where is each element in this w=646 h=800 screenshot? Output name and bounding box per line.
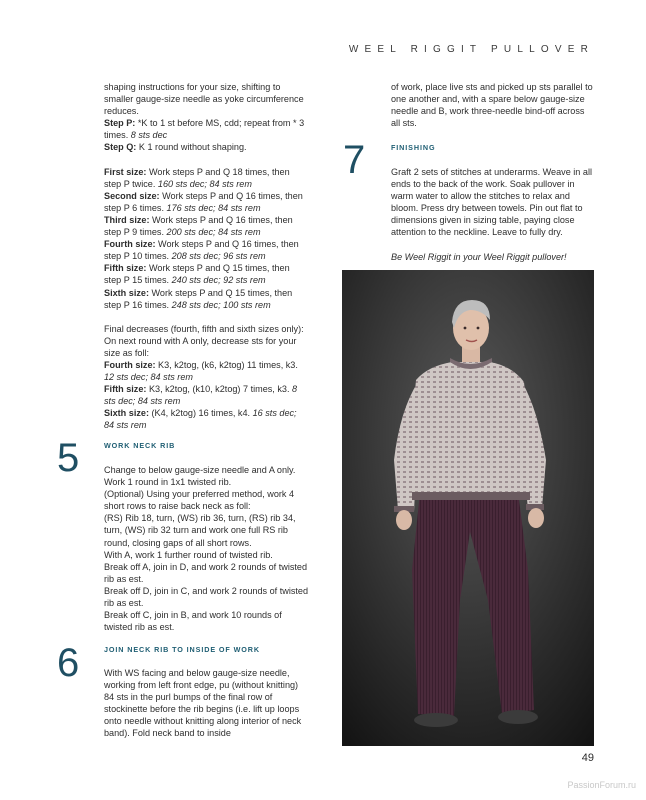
size-text: (K4, k2tog) 16 times, k4.	[148, 408, 253, 419]
size-counts: 160 sts dec; 84 sts rem	[157, 178, 252, 189]
left-column	[104, 81, 309, 432]
running-head: WEEL RIGGIT PULLOVER	[348, 44, 594, 55]
size-text: K3, k2tog, (k10, k2tog) 7 times, k3.	[146, 384, 293, 395]
size-instruction	[104, 190, 309, 214]
step-5-line: (RS) Rib 18, turn, (WS) rib 36, turn, (RS) rib 34, turn, (WS) rib 32 turn and work one full RS rib round, closing gaps of all short rows.	[104, 513, 296, 548]
step-5-heading: WORK NECK RIB	[104, 441, 176, 450]
step-p	[104, 117, 309, 141]
step-5-line: With A, work 1 further round of twisted rib.	[104, 549, 273, 560]
step-6-continuation: of work, place live sts and picked up sts parallel to one another and, with a spare below gauge-size needle and B, work three-needle bind-off across all sts.	[391, 82, 593, 129]
size-text: Work steps P and Q 15 times, then step P 16 times.	[104, 287, 293, 310]
sign-off-text: Be Weel Riggit in your Weel Riggit pullover!	[391, 251, 567, 262]
step-7-heading: FINISHING	[391, 143, 436, 152]
size-text: K3, k2tog, (k6, k2tog) 11 times, k3.	[155, 359, 298, 370]
size-text: Work steps P and Q 16 times, then step P 6 times.	[104, 190, 303, 213]
size-counts: 16 sts dec; 84 sts rem	[104, 408, 297, 431]
step-5-line: Change to below gauge-size needle and A only.	[104, 465, 296, 475]
size-counts: 12 sts dec; 84 sts rem	[104, 372, 193, 383]
final-size-instruction	[104, 383, 309, 407]
size-counts: 176 sts dec; 84 sts rem	[166, 202, 261, 213]
step-5-line: (Optional) Using your preferred method, work 4 short rows to raise back neck as foll:	[104, 489, 295, 512]
size-counts: 248 sts dec; 100 sts rem	[171, 299, 271, 310]
model-photo-illustration	[342, 270, 594, 746]
shaping-intro: shaping instructions for your size, shifting to smaller gauge-size needle as yoke circumference reduces.	[104, 82, 304, 117]
final-size-instruction	[104, 359, 309, 383]
size-text: Work steps P and Q 16 times, then step P 10 times.	[104, 239, 299, 262]
step-5-line: Break off D, join in C, and work 2 rounds of twisted rib as est.	[104, 585, 309, 609]
step-5-number: 5	[57, 436, 80, 480]
size-label: Third size:	[104, 214, 150, 225]
size-instruction	[104, 238, 309, 262]
page-number: 49	[581, 752, 594, 764]
step-q-text: K 1 round without shaping.	[136, 142, 247, 153]
size-counts: 240 sts dec; 92 sts rem	[171, 275, 266, 286]
size-instruction	[104, 287, 309, 311]
step-p-count: 8 sts dec	[130, 130, 168, 141]
step-5-body	[104, 464, 309, 633]
model-photo	[342, 270, 594, 746]
size-label: First size:	[104, 166, 147, 177]
size-text: Work steps P and Q 18 times, then step P twice.	[104, 166, 290, 189]
step-7-text: Graft 2 sets of stitches at underarms. Weave in all ends to the back of the work. Soak pullover in warm water to allow the stitches to relax and bloom. Press dry between towels. Pin out flat to dimensions given in sizing table, paying close attention to the neckline. Leave to fully dry.	[391, 167, 592, 238]
step-p-text: *K to 1 st before MS, cdd; repeat from * 3 times.	[104, 118, 305, 141]
final-size-instruction	[104, 407, 309, 431]
size-label: Fifth size:	[104, 384, 147, 395]
step-6-number: 6	[57, 641, 80, 685]
size-instruction	[104, 166, 309, 190]
watermark: PassionForum.ru	[567, 780, 636, 790]
step-7-body	[391, 166, 596, 263]
size-label: Sixth size:	[104, 287, 149, 298]
size-counts: 8 sts dec; 84 sts rem	[104, 384, 298, 407]
size-counts: 200 sts dec; 84 sts rem	[166, 227, 261, 238]
step-q	[104, 141, 309, 153]
step-5-line: Work 1 round in 1x1 twisted rib.	[104, 477, 232, 488]
final-decreases-intro: Final decreases (fourth, fifth and sixth sizes only): On next round with A only, decrease sts for your size as foll:	[104, 323, 304, 358]
step-5-line: Break off C, join in B, and work 10 rounds of twisted rib as est.	[104, 610, 282, 633]
size-text: Work steps P and Q 15 times, then step P 15 times.	[104, 263, 290, 286]
size-label: Fourth size:	[104, 359, 156, 370]
size-label: Fourth size:	[104, 239, 156, 250]
size-label: Fifth size:	[104, 263, 147, 274]
step-6-body	[104, 667, 309, 740]
size-counts: 208 sts dec; 96 sts rem	[171, 251, 266, 262]
step-6-text: With WS facing and below gauge-size needle, working from left front edge, pu (without knitting) 84 sts in the purl bumps of the final row of stockinette before the rib begins (i.e. lift up loops onto needle without knitting along interior of neck band). Fold neck band to inside	[104, 668, 302, 739]
size-label: Second size:	[104, 190, 160, 201]
size-instruction	[104, 262, 309, 286]
size-text: Work steps P and Q 16 times, then step P 9 times.	[104, 214, 293, 238]
step-7-number: 7	[343, 138, 366, 182]
size-label: Sixth size:	[104, 408, 149, 419]
right-column	[391, 81, 596, 129]
step-6-heading: JOIN NECK RIB TO INSIDE OF WORK	[104, 645, 260, 654]
step-q-label: Step Q:	[104, 142, 137, 153]
size-instruction	[104, 214, 309, 238]
sign-off	[391, 251, 596, 263]
step-p-label: Step P:	[104, 118, 136, 129]
step-5-line: Break off A, join in D, and work 2 rounds of twisted rib as est.	[104, 561, 308, 584]
